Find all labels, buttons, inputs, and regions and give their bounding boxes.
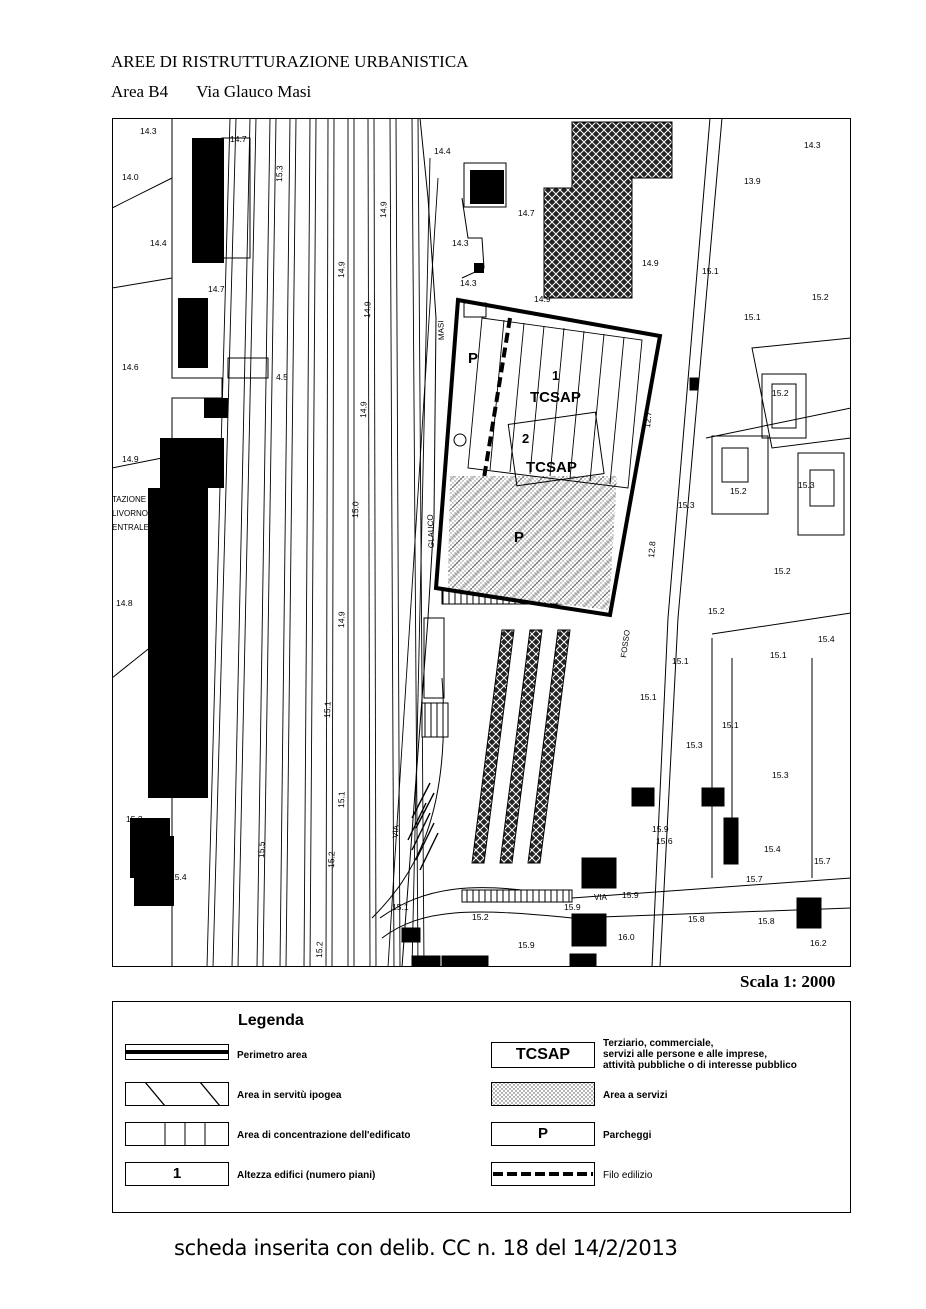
area-subtitle <box>111 82 311 102</box>
elevation-label: 12.7 <box>642 410 654 429</box>
elevation-label: 15.7 <box>814 856 831 866</box>
perimeter-swatch <box>125 1044 229 1060</box>
elevation-label: 15.3 <box>686 740 703 750</box>
area-code: Area B4 <box>111 82 169 101</box>
small-building <box>470 170 504 204</box>
elevation-label: 16.0 <box>618 932 635 942</box>
tcsap-height: 2 <box>522 431 530 446</box>
elevation-label: 15.3 <box>798 480 815 490</box>
urban-plan-map <box>112 118 851 967</box>
legend-label-services: Area a servizi <box>603 1090 668 1101</box>
height-swatch: 1 <box>125 1162 229 1186</box>
elevation-label: 15.2 <box>472 912 489 922</box>
elevation-label: 15.4 <box>818 634 835 644</box>
elevation-label: 15.1 <box>672 656 689 666</box>
elevation-label: 14.4 <box>434 146 451 156</box>
elevation-label: 15.5 <box>256 841 267 859</box>
street-label: VIA <box>594 893 607 902</box>
hypogeal-swatch <box>125 1082 229 1106</box>
tcsap-height: 1 <box>552 368 560 383</box>
elevation-label: 13.9 <box>744 176 761 186</box>
elevation-label: 15.2 <box>774 566 791 576</box>
elevation-label: 14.4 <box>150 238 167 248</box>
elevation-label: 15.6 <box>656 836 673 846</box>
elevation-label: 14.3 <box>460 278 477 288</box>
elevation-label: 15.1 <box>336 791 347 809</box>
page-title: AREE DI RISTRUTTURAZIONE URBANISTICA <box>111 52 469 71</box>
elevation-label: 15.2 <box>326 851 337 869</box>
street-label: MASI <box>436 320 446 341</box>
elevation-label: 14.9 <box>362 301 373 319</box>
elevation-label: 15.8 <box>758 916 775 926</box>
elevation-label: 14.9 <box>378 201 389 219</box>
elevation-label: 15.3 <box>274 165 285 183</box>
elevation-label: 14.3 <box>140 126 157 136</box>
elevation-label: 15.3 <box>772 770 789 780</box>
elevation-label: 14.9 <box>642 258 659 268</box>
tcsap-zone-label: TCSAP <box>530 389 581 406</box>
elevation-label: 15.1 <box>640 692 657 702</box>
elevation-label: 15.2 <box>812 292 829 302</box>
tcsap-line-1: Terziario, commerciale, <box>603 1038 714 1049</box>
elevation-label: 15.2 <box>772 388 789 398</box>
elevation-label: 12.8 <box>646 540 658 559</box>
elevation-label: 15.9 <box>564 902 581 912</box>
elevation-label: 15.1 <box>392 902 409 912</box>
elevation-label: 14.8 <box>116 598 133 608</box>
parking-swatch: P <box>491 1122 595 1146</box>
elevation-label: 15.0 <box>350 501 361 519</box>
hypogeal-area <box>448 476 617 610</box>
elevation-label: 15.2 <box>314 941 325 959</box>
elevation-label: 15.9 <box>622 890 639 900</box>
elevation-label: 15.1 <box>702 266 719 276</box>
elevation-label: 15.7 <box>746 874 763 884</box>
legend <box>112 1001 851 1213</box>
elevation-label: 15.9 <box>652 824 669 834</box>
legend-label-hypogeal: Area in servitù ipogea <box>237 1090 342 1101</box>
elevation-label: 15.1 <box>744 312 761 322</box>
elevation-label: 15.3 <box>678 500 695 510</box>
station-label: LIVORNO <box>112 509 149 518</box>
concentration-swatch <box>125 1122 229 1146</box>
elevation-label: 15.8 <box>688 914 705 924</box>
legend-label-height: Altezza edifici (numero piani) <box>237 1170 376 1181</box>
elevation-label: 14.7 <box>230 134 247 144</box>
elevation-label: 15.1 <box>770 650 787 660</box>
tcsap-zone-label: TCSAP <box>526 459 577 476</box>
elevation-label: 16.2 <box>810 938 827 948</box>
elevation-label: 15.9 <box>518 940 535 950</box>
elevation-label: 4.5 <box>276 372 288 382</box>
elevation-label: 14.6 <box>122 362 139 372</box>
elevation-label: 15.2 <box>708 606 725 616</box>
elevation-label: 15.1 <box>322 701 333 719</box>
street-label: GLAUCO <box>425 514 436 549</box>
street-label: VIA <box>391 824 401 839</box>
tcsap-swatch: TCSAP <box>491 1042 595 1068</box>
elevation-label: 15.4 <box>764 844 781 854</box>
legend-label-concentration: Area di concentrazione dell'edificato <box>237 1130 411 1141</box>
elevation-label: 14.9 <box>336 261 347 279</box>
area-street: Via Glauco Masi <box>196 82 312 101</box>
station-label: ENTRALE <box>112 523 149 532</box>
tcsap-line-3: attività pubbliche o di interesse pubblico <box>603 1060 797 1071</box>
elevation-label: 15.1 <box>722 720 739 730</box>
elevation-label: 14.9 <box>122 454 139 464</box>
elevation-label: 14.9 <box>336 611 347 629</box>
legend-title: Legenda <box>238 1012 304 1029</box>
elevation-label: 15.2 <box>730 486 747 496</box>
elevation-label: 15.4 <box>170 872 187 882</box>
legend-label-parking: Parcheggi <box>603 1130 652 1141</box>
legend-label-perimeter: Perimetro area <box>237 1050 308 1061</box>
tcsap-line-2: servizi alle persone e alle imprese, <box>603 1049 767 1060</box>
parking-marker: P <box>514 529 525 546</box>
elevation-label: 14.7 <box>518 208 535 218</box>
elevation-label: 14.3 <box>452 238 469 248</box>
elevation-label: 15.3 <box>126 814 143 824</box>
street-label: FOSSO <box>619 629 632 659</box>
elevation-label: 14.9 <box>534 294 551 304</box>
elevation-label: 14.0 <box>122 172 139 182</box>
footer-note: scheda inserita con delib. CC n. 18 del 14/2/2013 <box>174 1236 678 1260</box>
elevation-label: 14.3 <box>804 140 821 150</box>
elevation-label: 14.7 <box>208 284 225 294</box>
legend-label-tcsap <box>603 1038 797 1071</box>
services-swatch <box>491 1082 595 1106</box>
building-line-swatch <box>491 1162 595 1186</box>
map-scale: Scala 1: 2000 <box>740 972 836 991</box>
elevation-label: 14.9 <box>358 401 369 419</box>
parking-marker: P <box>468 350 479 367</box>
station-label: TAZIONE <box>112 495 147 504</box>
legend-label-building-line: Filo edilizio <box>603 1170 653 1181</box>
